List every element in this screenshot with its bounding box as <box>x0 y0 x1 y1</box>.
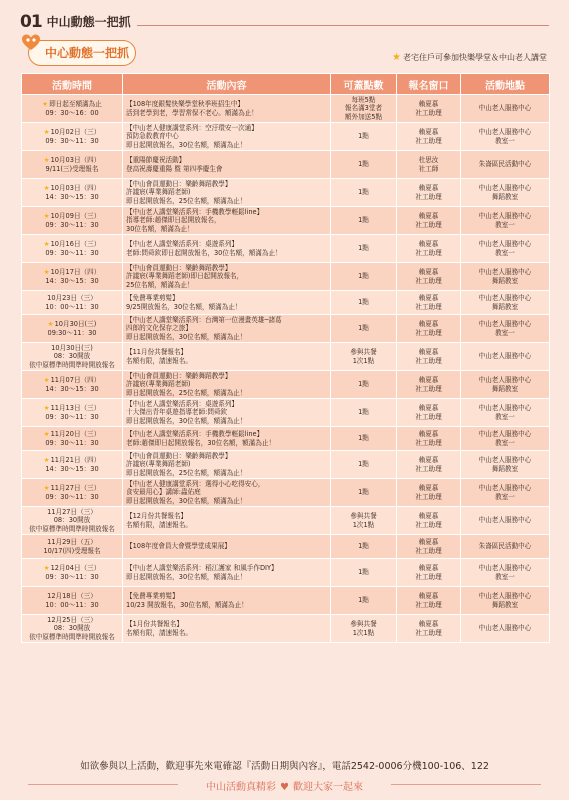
table-row <box>22 371 550 399</box>
cell-place <box>461 615 550 643</box>
cell-place-text: 中山老人服務中心 教室一 <box>478 212 532 229</box>
table-row <box>22 559 550 587</box>
cell-content-text: 【11月份共餐報名】 名額有限，請速報名。 <box>126 348 192 365</box>
cell-place-text: 中山老人服務中心 教室一 <box>478 404 532 421</box>
star-icon: ★ <box>43 268 50 276</box>
time-text: 12月18日（三） 10：00～11：30 <box>45 592 99 609</box>
cell-window <box>397 95 461 123</box>
cell-window-text: 賴夏慕 社工助理 <box>415 268 442 285</box>
cell-points-text: 參與共餐 1次1點 <box>350 512 377 529</box>
cell-content <box>123 507 331 535</box>
cell-points-text: 1點 <box>358 244 369 253</box>
time-text: 11月29日（五） 10/17(四)受理報名 <box>43 538 101 555</box>
cell-place <box>461 95 550 123</box>
cell-window-text: 賴夏慕 社工助理 <box>415 592 442 609</box>
column-header-content: 活動內容 <box>123 74 331 95</box>
cell-window <box>397 479 461 507</box>
table-row <box>22 399 550 427</box>
star-icon: ★ <box>43 564 50 572</box>
cell-window <box>397 291 461 315</box>
cell-content <box>123 451 331 479</box>
table-row <box>22 479 550 507</box>
cell-points <box>331 507 397 535</box>
cell-points <box>331 291 397 315</box>
cell-content-text: 【中山老人健康講堂系列：選得小心吃得安心， 食安最用心】講師:蟲佑庭 即日起開放報名，30位名額，額滿為止！ <box>126 479 265 505</box>
cell-points-text: 1點 <box>358 160 369 169</box>
cell-place <box>461 123 550 151</box>
cell-content <box>123 179 331 207</box>
cell-place-text: 朱崙區民活動中心 <box>478 542 532 551</box>
cell-place-text: 中山老人服務中心 教室一 <box>478 564 532 581</box>
header-rule <box>137 25 549 26</box>
cell-time <box>22 151 123 179</box>
cell-window <box>397 399 461 427</box>
cell-window <box>397 151 461 179</box>
time-text: 10月03日（四） 14：30～15：30 <box>45 184 101 201</box>
cell-points <box>331 451 397 479</box>
cell-points-text: 1點 <box>358 596 369 605</box>
cell-content-text: 【108年度會員大會暨學堂成果展】 <box>126 542 231 551</box>
cell-window <box>397 263 461 291</box>
cell-points <box>331 179 397 207</box>
cell-points <box>331 427 397 451</box>
cell-window <box>397 371 461 399</box>
cell-points <box>331 587 397 615</box>
cell-content-text: 【中山老人講堂樂活系列：桌遊系列】 老師:問舜欽即日起開放報名，30位名額，額滿為止！ <box>126 240 282 257</box>
cell-content <box>123 151 331 179</box>
cell-window <box>397 559 461 587</box>
table-row <box>22 123 550 151</box>
cell-place-text: 中山老人服務中心 舞蹈教室 <box>478 294 532 311</box>
cell-window-text: 賴夏慕 社工助理 <box>415 376 442 393</box>
cell-place-text: 中山老人服務中心 教室一 <box>478 484 532 501</box>
section-badge <box>28 40 136 66</box>
cell-content <box>123 371 331 399</box>
cell-window <box>397 535 461 559</box>
cell-place-text: 中山老人服務中心 <box>478 516 532 525</box>
cell-window-text: 賴夏慕 社工助理 <box>415 240 442 257</box>
cell-place <box>461 451 550 479</box>
cell-points <box>331 235 397 263</box>
cell-content-text: 【中山會員運動日：樂齡舞蹈教學】 許議宸(專業舞蹈老師) 即日起開放報名，25位名額，額滿為止！ <box>126 179 247 205</box>
time-text: 11月27日（三） 09：30～11：30 <box>45 484 101 501</box>
table-row <box>22 615 550 643</box>
column-header-window: 報名窗口 <box>397 74 461 95</box>
cell-window-text: 賴夏慕 社工助理 <box>415 404 442 421</box>
cell-place <box>461 291 550 315</box>
cell-content <box>123 315 331 343</box>
column-header-place: 活動地點 <box>461 74 550 95</box>
cell-points <box>331 343 397 371</box>
badge-label: 中心動態一把抓 <box>45 46 130 60</box>
cell-content-text: 【108年度銀髮快樂學堂秋季班招生中】 活到老學到老，學習常保不老心。額滿為止！ <box>126 100 258 117</box>
cell-window-text: 賴夏慕 社工助理 <box>415 128 442 145</box>
cell-window <box>397 315 461 343</box>
time-text: 10月09日（三） 09：30～11：30 <box>45 212 101 229</box>
table-row <box>22 151 550 179</box>
cell-points <box>331 123 397 151</box>
cell-content <box>123 399 331 427</box>
cell-content-text: 【重陽節慶祝活動】 登高祝壽慶重陽 暨 第四季慶生會 <box>126 156 223 173</box>
cell-window <box>397 507 461 535</box>
cell-content-text: 【中山老人講堂樂活系列：桌遊系列】 十大傑出青年桌遊指導老師:問舜欽 即日起開放報名，30位名額，額滿為止！ <box>126 399 247 425</box>
cell-points <box>331 95 397 123</box>
table-body <box>22 95 550 643</box>
cell-content-text: 【中山會員運動日：樂齡舞蹈教學】 許議宸(專業舞蹈老師) 即日起開放報名，25位名額，額滿為止！ <box>126 371 247 397</box>
cell-content-text: 【1月份共餐報名】 名額有限，請速報名。 <box>126 620 192 637</box>
cell-place-text: 中山老人服務中心 <box>478 352 532 361</box>
cell-time <box>22 207 123 235</box>
cell-points <box>331 263 397 291</box>
cell-points <box>331 399 397 427</box>
star-icon: ★ <box>43 128 50 136</box>
star-icon: ★ <box>43 156 50 164</box>
cell-window-text: 賴夏慕 社工助理 <box>415 100 442 117</box>
cell-time <box>22 179 123 207</box>
cell-points-text: 1點 <box>358 216 369 225</box>
cell-points-text: 1點 <box>358 434 369 443</box>
cell-content <box>123 95 331 123</box>
time-text: 11月20日（三） 09：30～11：30 <box>45 430 101 447</box>
time-text: 12月25日（三） 08：30開放 依中原標準時間準時開放報名 <box>29 615 115 641</box>
cell-time <box>22 559 123 587</box>
table-header-row <box>22 74 550 95</box>
cell-place-text: 中山老人服務中心 教室一 <box>478 240 532 257</box>
cell-place-text: 中山老人服務中心 舞蹈教室 <box>478 456 532 473</box>
cell-window-text: 賴夏慕 社工助理 <box>415 512 442 529</box>
cell-points-text: 1點 <box>358 298 369 307</box>
cell-content-text: 【12月份共餐報名】 名額有限，請速報名。 <box>126 512 192 529</box>
cell-place <box>461 427 550 451</box>
cell-window <box>397 427 461 451</box>
cell-points-text: 1點 <box>358 488 369 497</box>
cell-window-text: 賴夏慕 社工助理 <box>415 294 442 311</box>
cell-points-text: 1點 <box>358 132 369 141</box>
cell-place-text: 中山老人服務中心 舞蹈教室 <box>478 268 532 285</box>
cell-place <box>461 207 550 235</box>
cell-points <box>331 315 397 343</box>
star-icon: ★ <box>43 376 50 384</box>
section-title: 中山動態一把抓 <box>46 15 131 29</box>
table-row <box>22 315 550 343</box>
star-icon: ★ <box>43 404 50 412</box>
cell-content-text: 【中山老人講堂樂活系列：手機教學輕鬆line】 指導老師:趙傑即日起開放報名， 30位名額，額滿為止！ <box>126 207 264 233</box>
cell-place <box>461 587 550 615</box>
cell-window <box>397 207 461 235</box>
footer-slogan <box>0 778 569 793</box>
time-text: 11月13日（三） 09：30～11：30 <box>45 404 101 421</box>
cell-place-text: 中山老人服務中心 舞蹈教室 <box>478 184 532 201</box>
time-text: 10月30日(三) 08：30開放 依中原標準時間準時開放報名 <box>29 343 115 369</box>
table-row <box>22 535 550 559</box>
cell-place <box>461 479 550 507</box>
cell-points <box>331 207 397 235</box>
cell-content <box>123 559 331 587</box>
cell-points-text: 1點 <box>358 408 369 417</box>
cell-time <box>22 263 123 291</box>
time-text: 10月30日(三) 09:30～11：30 <box>47 320 97 337</box>
eligibility-note <box>392 52 547 63</box>
cell-points <box>331 371 397 399</box>
cell-time <box>22 535 123 559</box>
cell-window <box>397 587 461 615</box>
time-text: 11月27日（三） 08：30開放 依中原標準時間準時開放報名 <box>29 507 115 533</box>
cell-time <box>22 343 123 371</box>
cell-place-text: 中山老人服務中心 <box>478 104 532 113</box>
cell-content-text: 【免費專業剪髮】 9/25開放報名，30位名額，額滿為止！ <box>126 294 242 311</box>
cell-place-text: 中山老人服務中心 舞蹈教室 <box>478 592 532 609</box>
cell-window-text: 賴夏慕 社工助理 <box>415 430 442 447</box>
cell-time <box>22 427 123 451</box>
cell-points <box>331 559 397 587</box>
table-row <box>22 291 550 315</box>
time-text: 10月23日（三） 10：00～11：30 <box>45 294 99 311</box>
cell-content <box>123 615 331 643</box>
cell-content-text: 【中山老人講堂樂活系列：台灣第一位漫畫英雄─諸葛 四郎的文化保存之旅】 即日起開放報名，30位名額，額滿為止！ <box>126 315 282 341</box>
cell-window <box>397 615 461 643</box>
cell-window <box>397 235 461 263</box>
cell-points-text: 每班5點 報名滿3堂者 額外加送5點 <box>344 95 383 121</box>
time-text: 11月07日（四） 14：30～15：30 <box>45 376 101 393</box>
cell-place <box>461 399 550 427</box>
time-text: 10月03日（四） 9/11(三)受理報名 <box>45 156 101 173</box>
cell-place-text: 中山老人服務中心 舞蹈教室 <box>478 376 532 393</box>
cell-time <box>22 479 123 507</box>
star-icon: ★ <box>392 52 401 63</box>
cell-content <box>123 343 331 371</box>
cell-window <box>397 451 461 479</box>
cell-content-text: 【免費專業剪髮】 10/23 開放報名，30位名額，額滿為止！ <box>126 592 248 609</box>
cell-place <box>461 507 550 535</box>
cell-time <box>22 123 123 151</box>
cell-time <box>22 615 123 643</box>
cell-content-text: 【中山老人講堂樂活系列：稻江護家 和風手作DIY】 即日起開放報名，30位名額，額滿為止！ <box>126 564 278 581</box>
star-icon: ★ <box>42 100 49 108</box>
cell-content <box>123 123 331 151</box>
cell-time <box>22 95 123 123</box>
cell-points-text: 1點 <box>358 568 369 577</box>
eligibility-note-text: 老宅住戶可參加快樂學堂＆中山老人講堂 <box>403 53 547 62</box>
slogan-left: 中山活動真精彩 <box>206 782 277 793</box>
time-text: 10月02日（三） 09：30～11：30 <box>45 128 101 145</box>
time-text: 10月17日（四） 14：30～15：30 <box>45 268 101 285</box>
cell-window-text: 賴夏慕 社工助理 <box>415 348 442 365</box>
heart-logo-icon <box>21 33 41 53</box>
time-text: 即日起至額滿為止 09：30～16：00 <box>45 100 102 117</box>
cell-content-text: 【中山老人健康講堂系列：空汙環安一次通】 預防急救教育中心 即日起開放報名，30位名額，額滿為止！ <box>126 123 258 149</box>
cell-content <box>123 535 331 559</box>
cell-place <box>461 263 550 291</box>
time-text: 11月21日（四） 14：30～15：30 <box>45 456 101 473</box>
cell-points <box>331 151 397 179</box>
cell-window-text: 賴夏慕 社工助理 <box>415 212 442 229</box>
cell-window-text: 賴夏慕 社工助理 <box>415 564 442 581</box>
cell-points-text: 參與共餐 1次1點 <box>350 348 377 365</box>
cell-place <box>461 371 550 399</box>
column-header-points: 可蓋點數 <box>331 74 397 95</box>
page-header <box>20 8 569 32</box>
cell-points-text: 1點 <box>358 272 369 281</box>
table-row <box>22 263 550 291</box>
cell-place <box>461 315 550 343</box>
cell-window-text: 賴夏慕 社工助理 <box>415 538 442 555</box>
cell-window-text: 賴夏慕 社工助理 <box>415 320 442 337</box>
cell-place <box>461 535 550 559</box>
star-icon: ★ <box>43 184 50 192</box>
cell-place <box>461 151 550 179</box>
cell-content <box>123 291 331 315</box>
cell-time <box>22 235 123 263</box>
cell-place-text: 中山老人服務中心 <box>478 624 532 633</box>
cell-place-text: 中山老人服務中心 教室一 <box>478 430 532 447</box>
time-text: 10月16日（三） 09：30～11：30 <box>45 240 101 257</box>
cell-time <box>22 399 123 427</box>
cell-points-text: 參與共餐 1次1點 <box>350 620 377 637</box>
table-row <box>22 207 550 235</box>
time-text: 12月04日（三） 09：30～11：30 <box>45 564 101 581</box>
cell-time <box>22 371 123 399</box>
cell-window-text: 杜思汝 社工師 <box>418 156 439 173</box>
cell-content <box>123 587 331 615</box>
cell-content <box>123 427 331 451</box>
table-row <box>22 451 550 479</box>
contact-note: 如欲參與以上活動，歡迎事先來電確認『活動日期與內容』，電話2542-0006分機100-106、122 <box>80 761 489 772</box>
cell-points-text: 1點 <box>358 324 369 333</box>
table-row <box>22 343 550 371</box>
table-row <box>22 507 550 535</box>
cell-content <box>123 263 331 291</box>
cell-place <box>461 559 550 587</box>
table-row <box>22 587 550 615</box>
cell-content-text: 【中山老人講堂樂活系列：手機教學輕鬆line】 老師:趙傑即日起開放報名，30位名額，額滿為止！ <box>126 430 276 447</box>
star-icon: ★ <box>43 240 50 248</box>
cell-content-text: 【中山會員運動日：樂齡舞蹈教學】 許議宸(專業舞蹈老師)即日起開放報名， 25位名額，額滿為止！ <box>126 263 244 289</box>
cell-time <box>22 291 123 315</box>
cell-window <box>397 123 461 151</box>
cell-window-text: 賴夏慕 社工助理 <box>415 620 442 637</box>
cell-place <box>461 235 550 263</box>
cell-place-text: 朱崙區民活動中心 <box>478 160 532 169</box>
star-icon: ★ <box>43 212 50 220</box>
table-row <box>22 95 550 123</box>
cell-points-text: 1點 <box>358 188 369 197</box>
cell-points-text: 1點 <box>358 380 369 389</box>
star-icon: ★ <box>43 430 50 438</box>
column-header-time: 活動時間 <box>22 74 123 95</box>
cell-time <box>22 587 123 615</box>
table-row <box>22 179 550 207</box>
cell-content <box>123 235 331 263</box>
cell-window-text: 賴夏慕 社工助理 <box>415 456 442 473</box>
cell-points-text: 1點 <box>358 542 369 551</box>
slogan-right: 歡迎大家一起來 <box>292 782 363 793</box>
cell-time <box>22 451 123 479</box>
cell-content-text: 【中山會員運動日：樂齡舞蹈教學】 許議宸(專業舞蹈老師) 即日起開放報名，25位名額，額滿為止！ <box>126 451 247 477</box>
star-icon: ★ <box>43 456 50 464</box>
table-row <box>22 235 550 263</box>
cell-window-text: 賴夏慕 社工助理 <box>415 484 442 501</box>
cell-window <box>397 179 461 207</box>
star-icon: ★ <box>47 320 54 328</box>
section-number: 01 <box>20 12 42 32</box>
cell-place <box>461 179 550 207</box>
cell-time <box>22 315 123 343</box>
cell-place-text: 中山老人服務中心 教室一 <box>478 320 532 337</box>
cell-points <box>331 479 397 507</box>
cell-content <box>123 207 331 235</box>
table-row <box>22 427 550 451</box>
heart-icon: ♥ <box>280 782 289 793</box>
cell-points <box>331 615 397 643</box>
cell-points-text: 1點 <box>358 460 369 469</box>
cell-window <box>397 343 461 371</box>
cell-time <box>22 507 123 535</box>
star-icon: ★ <box>43 484 50 492</box>
activity-table <box>21 73 550 643</box>
cell-place-text: 中山老人服務中心 教室一 <box>478 128 532 145</box>
cell-place <box>461 343 550 371</box>
cell-window-text: 賴夏慕 社工助理 <box>415 184 442 201</box>
cell-points <box>331 535 397 559</box>
cell-content <box>123 479 331 507</box>
